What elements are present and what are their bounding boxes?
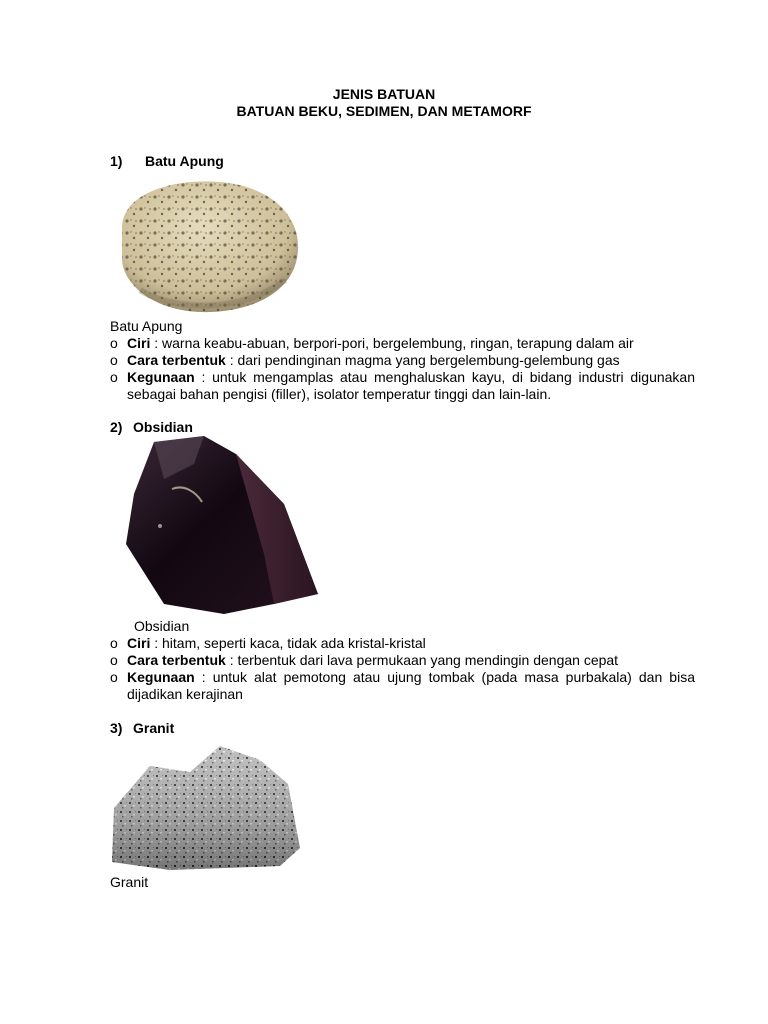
bullet-text: : dari pendinginan magma yang bergelembung-gelembung gas (225, 352, 620, 368)
bullet-marker: o (110, 352, 118, 368)
bullet-term: Kegunaan (127, 369, 195, 385)
image-caption-2: Obsidian (134, 618, 190, 634)
bullet-marker: o (110, 652, 118, 668)
bullet-text: : terbentuk dari lava permukaan yang mendingin dengan cepat (225, 652, 619, 668)
bullet-list-2 (110, 635, 695, 703)
obsidian-stone-photo-icon (124, 434, 320, 616)
granite-stone-photo-icon (110, 738, 302, 872)
list-item (110, 635, 695, 652)
bullet-text: : untuk alat pemotong atau ujung tombak (pada masa purbakala) dan bisa dijadikan kerajinan (127, 669, 695, 702)
list-item (110, 335, 695, 352)
list-item (110, 652, 695, 669)
image-caption-1: Batu Apung (110, 318, 183, 334)
bullet-marker: o (110, 635, 118, 651)
bullet-marker: o (110, 669, 118, 685)
section-heading-1: Batu Apung (145, 153, 224, 169)
list-item (110, 369, 695, 403)
document-subtitle: BATUAN BEKU, SEDIMEN, DAN METAMORF (236, 103, 532, 119)
bullet-text: : hitam, seperti kaca, tidak ada kristal-kristal (150, 635, 426, 651)
document-title: JENIS BATUAN (332, 86, 436, 102)
section-heading-3: Granit (133, 720, 175, 736)
bullet-marker: o (110, 335, 118, 351)
bullet-text: : untuk mengamplas atau menghaluskan kayu, di bidang industri digunakan sebagai bahan pengisi (filler), isolator temperatur tinggi dan lain-lain. (127, 369, 695, 402)
section-number-3: 3) (110, 720, 123, 736)
bullet-term: Ciri (127, 635, 151, 651)
section-number-1: 1) (110, 153, 123, 169)
bullet-term: Ciri (127, 335, 151, 351)
list-item (110, 352, 695, 369)
list-item (110, 669, 695, 703)
section-heading-2: Obsidian (133, 419, 193, 435)
bullet-marker: o (110, 369, 118, 385)
bullet-term: Kegunaan (127, 669, 195, 685)
bullet-term: Cara terbentuk (127, 352, 226, 368)
image-caption-3: Granit (110, 874, 149, 890)
pumice-stone-photo-icon (110, 170, 302, 317)
section-number-2: 2) (110, 419, 123, 435)
bullet-text: : warna keabu-abuan, berpori-pori, bergelembung, ringan, terapung dalam air (150, 335, 634, 351)
bullet-list-1 (110, 335, 695, 403)
bullet-term: Cara terbentuk (127, 652, 226, 668)
